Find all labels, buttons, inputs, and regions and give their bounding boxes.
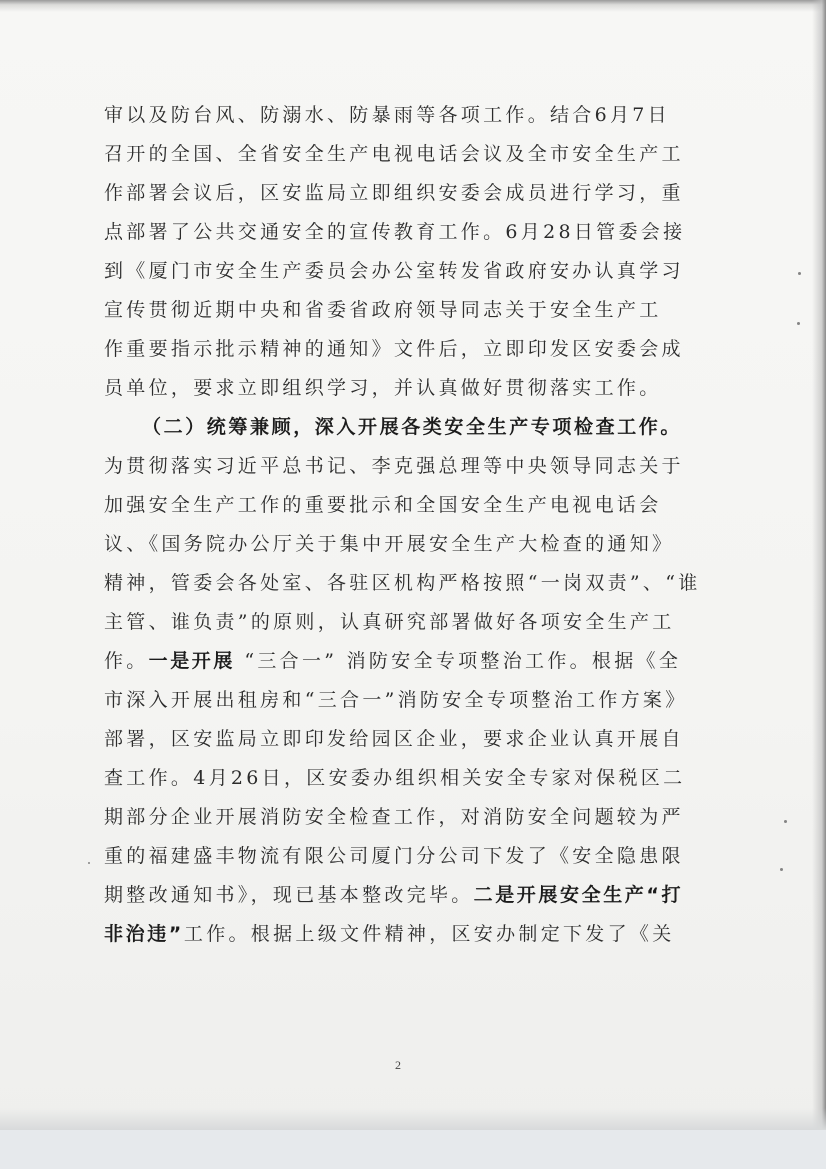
body-line-20: 重的福建盛丰物流有限公司厦门分公司下发了《安全隐患限	[104, 845, 684, 867]
scanner-tray	[0, 1130, 826, 1169]
body-line-11: 加强安全生产工作的重要批示和全国安全生产电视电话会	[104, 494, 662, 516]
point-two-label-cont: 非治违”	[104, 923, 184, 945]
section-heading: （二）统筹兼顾，深入开展各类安全生产专项检查工作。	[142, 416, 683, 438]
body-line-7: 作重要指示批示精神的通知》文件后，立即印发区安委会成	[104, 338, 684, 360]
body-line-13: 精神，管委会各处室、各驻区机构严格按照“一岗双责”、“谁	[104, 572, 701, 594]
body-line-12: 议、《国务院办公厅关于集中开展安全生产大检查的通知》	[104, 533, 675, 555]
scan-bottom-edge	[0, 1108, 826, 1130]
body-line-14: 主管、谁负责”的原则，认真研究部署做好各项安全生产工	[104, 611, 675, 633]
body-line-15	[104, 642, 690, 681]
body-line-10: 为贯彻落实习近平总书记、李克强总理等中央领导同志关于	[104, 455, 684, 477]
scan-speck	[797, 322, 800, 325]
document-body	[104, 96, 701, 954]
body-line-6: 宣传贯彻近期中央和省委省政府领导同志关于安全生产工	[104, 299, 662, 321]
body-line-8: 员单位，要求立即组织学习，并认真做好贯彻落实工作。	[104, 377, 662, 399]
body-line-22	[104, 915, 690, 954]
body-line-4: 点部署了公共交通安全的宣传教育工作。6月28日管委会接	[104, 221, 686, 243]
body-line-17: 部署，区安监局立即印发给园区企业，要求企业认真开展自	[104, 728, 684, 750]
scan-speck	[88, 862, 90, 864]
page-number: 2	[395, 1058, 401, 1072]
scan-speck	[780, 868, 783, 871]
body-line-18: 查工作。4月26日，区安委办组织相关安全专家对保税区二	[104, 767, 686, 789]
line-15-prefix: 作。	[104, 650, 149, 672]
body-line-19: 期部分企业开展消防安全检查工作，对消防安全问题较为严	[104, 806, 684, 828]
line-15-suffix: “三合一” 消防安全专项整治工作。根据《全	[235, 650, 682, 672]
scan-top-shadow	[0, 0, 826, 12]
line-21-prefix: 期整改通知书》，现已基本整改完毕。	[104, 884, 474, 906]
body-line-5: 到《厦门市安全生产委员会办公室转发省政府安办认真学习	[104, 260, 684, 282]
scan-speck	[798, 272, 801, 275]
body-line-1: 审以及防台风、防溺水、防暴雨等各项工作。结合6月7日	[104, 104, 670, 126]
scan-right-edge	[812, 0, 826, 1130]
line-22-suffix: 工作。根据上级文件精神，区安办制定下发了《关	[183, 923, 675, 945]
point-two-label: 二是开展安全生产“打	[473, 884, 684, 906]
point-one-label: 一是开展	[148, 650, 236, 672]
scan-speck	[784, 820, 787, 823]
body-line-2: 召开的全国、全省安全生产电视电话会议及全市安全生产工	[104, 143, 684, 165]
body-line-21	[104, 876, 690, 915]
body-line-16: 市深入开展出租房和“三合一”消防安全专项整治工作方案》	[104, 689, 688, 711]
body-line-3: 作部署会议后，区安监局立即组织安委会成员进行学习，重	[104, 182, 684, 204]
